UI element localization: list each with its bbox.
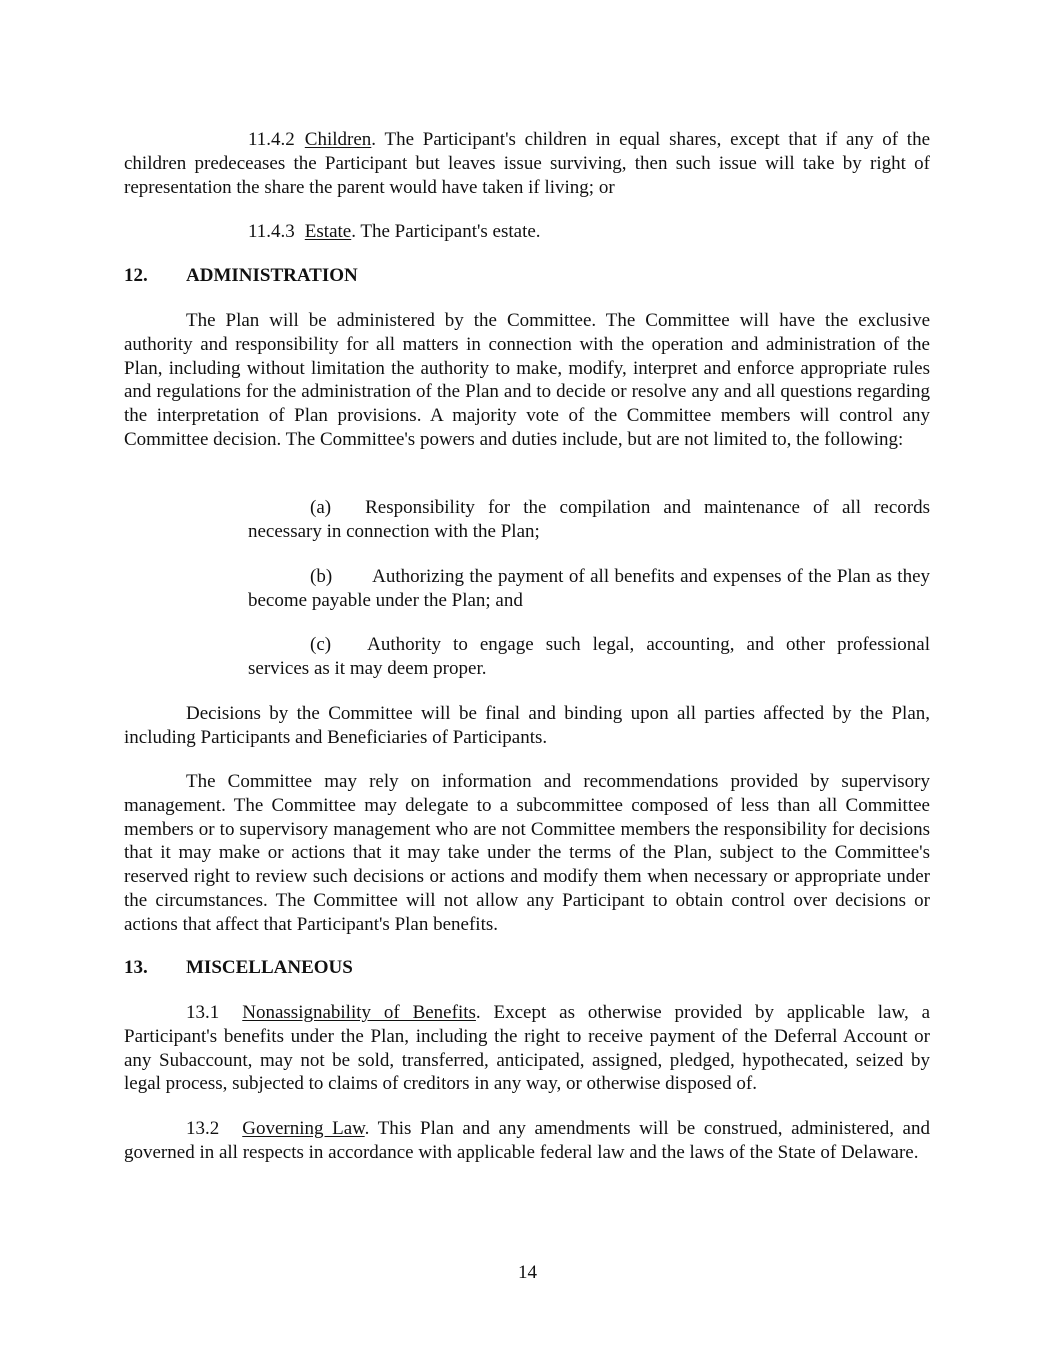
section-number: 11.4.2 xyxy=(248,129,295,150)
heading-text: MISCELLANEOUS xyxy=(186,957,353,978)
section-heading-12 xyxy=(124,264,358,288)
heading-number: 12. xyxy=(124,265,148,286)
heading-number: 13. xyxy=(124,957,148,978)
paragraph-13-1 xyxy=(124,1001,930,1096)
section-title: Estate xyxy=(304,221,352,242)
list-item-text: Authority to engage such legal, accounting, and other professional services as it may deem proper. xyxy=(248,634,930,679)
paragraph-administration-intro: The Plan will be administered by the Committee. The Committee will have the exclusive authority and responsibility for all matters in connection with the operation and administration of the Plan, including without limitation the authority to make, modify, interpret and enforce appropriate rules and regulations for the administration of the Plan and to decide or resolve any and all questions regarding the interpretation of Plan provisions. A majority vote of the Committee members will control any Committee decision. The Committee's powers and duties include, but are not limited to, the following: xyxy=(124,310,930,450)
list-item-b xyxy=(248,565,930,613)
paragraph-11-4-2 xyxy=(124,128,930,199)
section-number: 11.4.3 xyxy=(248,221,295,242)
paragraph-text: . Except as otherwise provided by applicable law, a Participant's benefits under the Plan, including the right to receive payment of the Deferral Account or any Subaccount, may not be sold, transferred, anticipated, assigned, pledged, hypothecated, seized by legal process, subjected to claims of creditors in any way, or otherwise disposed of. xyxy=(124,1002,931,1095)
list-item-text: Authorizing the payment of all benefits and expenses of the Plan as they become payable under the Plan; and xyxy=(248,566,930,611)
list-item-a xyxy=(248,496,930,544)
heading-text: ADMINISTRATION xyxy=(186,265,358,286)
paragraph-11-4-3 xyxy=(124,220,930,244)
section-number: 13.1 xyxy=(186,1002,220,1023)
section-number: 13.2 xyxy=(186,1118,220,1139)
list-item-text: Responsibility for the compilation and maintenance of all records necessary in connection with the Plan; xyxy=(248,497,930,542)
section-title: Governing Law xyxy=(242,1118,365,1139)
list-item-label: (a) xyxy=(310,497,332,518)
paragraph-decisions: Decisions by the Committee will be final and binding upon all parties affected by the Plan, including Participants and Beneficiaries of Participants. xyxy=(124,703,930,748)
section-heading-13 xyxy=(124,956,353,980)
list-item-label: (b) xyxy=(310,566,333,587)
paragraph-text: . This Plan and any amendments will be construed, administered, and governed in all respects in accordance with applicable federal law and the laws of the State of Delaware. xyxy=(124,1118,930,1163)
list-item-c xyxy=(248,633,930,681)
section-title: Children xyxy=(304,129,372,150)
paragraph-text: . The Participant's estate. xyxy=(351,221,541,242)
page-number: 14 xyxy=(518,1262,537,1283)
list-item-label: (c) xyxy=(310,634,332,655)
paragraph-13-2 xyxy=(124,1117,930,1165)
section-title: Nonassignability of Benefits xyxy=(242,1002,476,1023)
paragraph-reliance: The Committee may rely on information and recommendations provided by supervisory management. The Committee may delegate to a subcommittee composed of less than all Committee members or to supervisory management who are not Committee members the responsibility for decisions that it may make or actions that it may take under the terms of the Plan, subject to the Committee's reserved right to review such decisions or actions and modify them when necessary or appropriate under the circumstances. The Committee will not allow any Participant to obtain control over decisions or actions that affect that Participant's Plan benefits. xyxy=(124,771,930,935)
paragraph-text: . The Participant's children in equal shares, except that if any of the children predeceases the Participant but leaves issue surviving, then such issue will take by right of representation the share the parent would have taken if living; or xyxy=(124,129,930,198)
